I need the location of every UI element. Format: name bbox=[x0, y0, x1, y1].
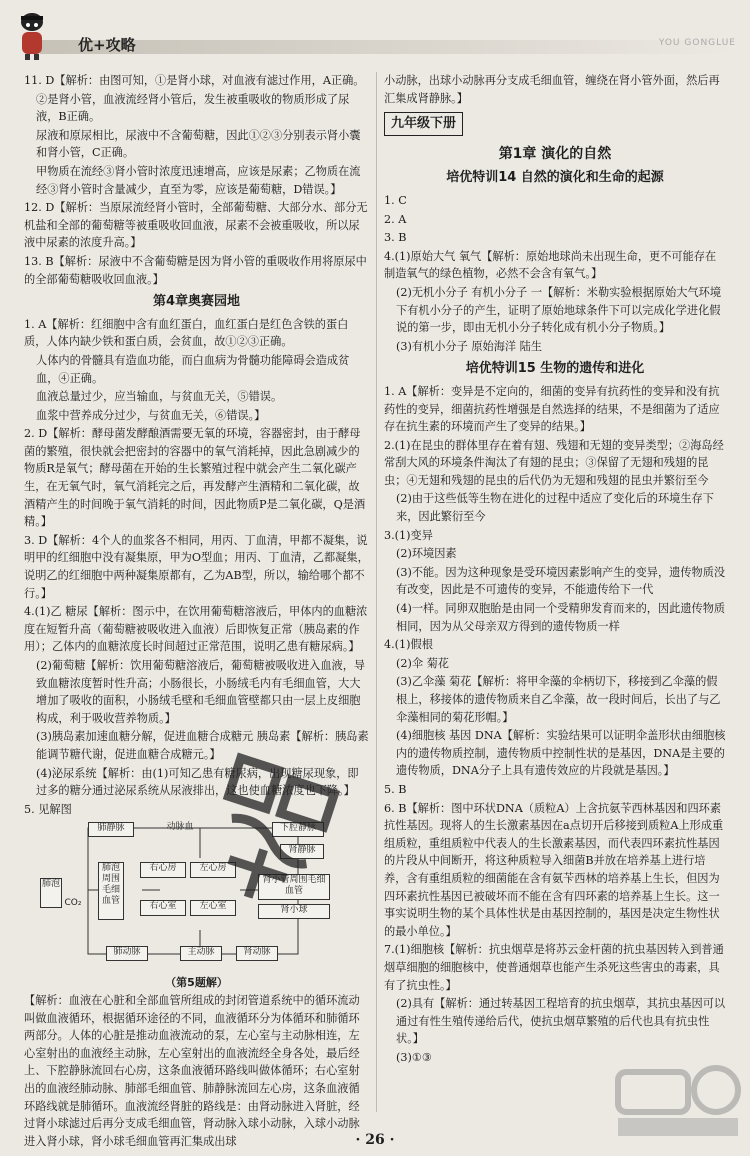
stamp-watermark-icon bbox=[198, 752, 348, 922]
diagram-label: 肺泡周围毛细血管 bbox=[98, 862, 124, 920]
t14-line: (2)无机小分子 有机小分子 一【解析：米勒实验根据原始大气环境下有机小分子的产生，证明了原始地球条件下可以完成化学进化假说的第一步，即由无机小分子转化成有机小分子物质。】 bbox=[396, 285, 722, 335]
diagram-label: 肾静脉 bbox=[280, 844, 324, 859]
t15-line: (2)伞 菊花 bbox=[396, 656, 449, 670]
training-title: 培优特训15 生物的遗传和进化 bbox=[465, 361, 645, 377]
a4-line: (3)胰岛素加速血糖分解，促进血糖合成糖元 胰岛素【解析：胰岛素能调节糖代谢，促进血糖合成糖元。】 bbox=[36, 730, 369, 761]
a3-line: 3. D【解析：4个人的血浆各不相同，用丙、丁血清，甲都不凝集，说明甲的红细胞中没有凝集原，甲为O型血；用丙、丁血清，乙都凝集，说明乙的红细胞中两种凝集原都有，乙为AB型，所以，输给哪个都不行。】 bbox=[24, 533, 369, 600]
a5-intro: 5. 见解图 bbox=[24, 802, 72, 816]
t15-line: (2)具有【解析：通过转基因工程培育的抗虫烟草，其抗虫基因可以通过有性生殖传递给后代，使抗虫烟草繁殖的后代也具有抗虫性状。】 bbox=[396, 997, 726, 1046]
t15-line: 7.(1)细胞核【解析：抗虫烟草是将苏云金杆菌的抗虫基因转入到普通烟草细胞的细胞核中，使普通烟草也能产生杀死这些害虫的毒素，具有了抗虫性。】 bbox=[384, 943, 724, 992]
t15-line: (3)①③ bbox=[396, 1050, 432, 1064]
q11-line: ②是肾小管，血液流经肾小管后，发生被重吸收的物质形成了尿液，B正确。 bbox=[36, 92, 350, 124]
chapter-title: 第1章 演化的自然 bbox=[498, 145, 612, 162]
left-column bbox=[24, 72, 369, 1151]
t14-line: 3. B bbox=[384, 231, 407, 245]
diagram-label: 肺静脉 bbox=[88, 822, 134, 837]
q13-line: 13. B【解析：尿液中不含葡萄糖是因为肾小管的重吸收作用将原尿中的全部葡萄糖吸收回血液。】 bbox=[24, 254, 367, 286]
t15-line: (3)不能。因为这种现象是受环境因素影响产生的变异，遗传物质没有改变，因此是不可遗传的变异，不能遗传给下一代 bbox=[396, 565, 726, 597]
q11-line: 甲物质在流经③肾小管时浓度迅速增高，应该是尿素；乙物质在流经③肾小管时含量减少，直至为零，应该是葡萄糖，D错误。】 bbox=[36, 164, 361, 196]
a1-line: 血液总量过少，应当输血，与贫血无关，⑤错误。 bbox=[36, 390, 283, 404]
t14-line: 4.(1)原始大气 氧气【解析：原始地球尚未出现生命，更不可能存在制造氧气的绿色植物，必然不会含有氧气。】 bbox=[384, 249, 717, 281]
t14-line: 2. A bbox=[384, 212, 407, 226]
t15-line: (2)由于这些低等生物在进化的过程中适应了变化后的环境生存下来，因此繁衍至今 bbox=[396, 492, 714, 524]
diagram-label: 主动脉 bbox=[180, 946, 222, 961]
diagram-label: 肺动脉 bbox=[106, 946, 148, 961]
brand-text: YOU GONGLUE bbox=[658, 38, 736, 48]
diagram-label: 左心室 bbox=[190, 900, 236, 916]
q11-line: 尿液和原尿相比，尿液中不含葡萄糖，因此①②③分别表示肾小囊和肾小管，C正确。 bbox=[36, 128, 361, 160]
t15-line: 6. B【解析：图中环状DNA（质粒A）上含抗氨苄西林基因和四环素抗性基因。现将人的生长激素基因在a点切开后移接到质粒A上形成重组质粒，重组质粒中代表人的生长激素基因，而代表四环素抗性基因的片段从中间断开，将这种质粒导入细菌B并放在培养基上进行培养，含有重组质粒的细菌能在含有氨苄西林的培养基上生长，但因为四环素抗性基因已被破坏而不能在含有四环素的培养基上生长。这一事实说明生物的某个具体性状是由基因控制的，基因是决定生物性状的最小单位。】 bbox=[384, 801, 724, 938]
q12-line: 12. D【解析：当原尿流经肾小管时，全部葡萄糖、大部分水、部分无机盐和全部的葡萄糖等被重吸收回血液，尿素不会被重吸收，所以尿液中尿素的浓度升高。】 bbox=[24, 201, 368, 250]
diagram-label: CO₂ bbox=[64, 898, 82, 909]
diagram-label: 肺泡 bbox=[40, 878, 62, 908]
column-divider bbox=[376, 72, 377, 1112]
t15-line: 5. B bbox=[384, 782, 407, 796]
page-header bbox=[0, 0, 750, 62]
diagram-label: 左心房 bbox=[190, 862, 236, 878]
a1-line: 1. A【解析：红细胞中含有血红蛋白，血红蛋白是红色含铁的蛋白质，人体内缺少铁和蛋白质，会贫血，故①②③正确。 bbox=[24, 317, 349, 349]
corner-watermark-icon bbox=[612, 1060, 742, 1142]
t14-line: (3)有机小分子 原始海洋 陆生 bbox=[396, 339, 543, 353]
t14-line: 1. C bbox=[384, 193, 407, 207]
q11-line: 11. D【解析：由图可知，①是肾小球，对血液有滤过作用，A正确。 bbox=[24, 74, 365, 87]
t15-line: 4.(1)假根 bbox=[384, 638, 433, 652]
continued-text: 小动脉，出球小动脉再分支成毛细血管，缠绕在肾小管外面，然后再汇集成肾静脉。】 bbox=[384, 74, 720, 105]
a4-line: (2)葡萄糖【解析：饮用葡萄糖溶液后，葡萄糖被吸收进入血液，导致血糖浓度暂时性升高；小肠很长，小肠绒毛内有毛细血管，大大增加了吸收的面积，小肠绒毛壁和毛细血管壁都只由一层上皮细胞构成，利于吸收营养物质。】 bbox=[36, 659, 366, 725]
a1-line: 血浆中营养成分过少，与贫血无关，⑥错误。】 bbox=[36, 408, 266, 422]
t15-line: 1. A【解析：变异是不定向的，细菌的变异有抗药性的变异和没有抗药性的变异，细菌抗药性增强是自然选择的结果，不是细菌为了适应存在抗生素的环境而产生了变异的结果。】 bbox=[384, 384, 720, 434]
mascot-icon bbox=[12, 8, 52, 60]
section-title: 第4章奥赛园地 bbox=[152, 294, 241, 310]
logo-text: 优+攻略 bbox=[78, 36, 136, 54]
a4-line: (4)泌尿系统【解析：由(1)可知乙患有糖尿病，出现糖尿现象，即过多的糖分通过泌尿系统从尿液排出，这也使血糖浓度也下降。】 bbox=[36, 766, 359, 798]
diagram-label: 肾小管周围毛细血管 bbox=[258, 874, 330, 900]
page-number: · 26 · bbox=[355, 1132, 395, 1148]
diagram-label: 右心房 bbox=[140, 862, 186, 878]
t15-line: (3)乙伞藻 菊花【解析：将甲伞藻的伞柄切下，移接到乙伞藻的假根上，移接体的遗传物质来自乙伞藻，故一段时间后，长出了与乙伞藻相同的菊花形帽。】 bbox=[396, 675, 721, 724]
a4-line: 4.(1)乙 糖尿【解析：图示中，在饮用葡萄糖溶液后，甲体内的血糖浓度在短暂升高（葡萄糖被吸收进入血液）后即恢复正常（胰岛素的作用）；乙体内的血糖浓度长时间超过正常范围，说明乙患有糖尿病。】 bbox=[24, 605, 368, 654]
diagram-label: 动脉血 bbox=[166, 822, 194, 833]
diagram-caption: （第5题解） bbox=[165, 976, 228, 990]
diagram-label: 右心室 bbox=[140, 900, 186, 916]
a1-line: 人体内的骨髓具有造血功能，而白血病为骨髓功能障碍会造成贫血，④正确。 bbox=[36, 353, 350, 385]
a5-analysis: 【解析：血液在心脏和全部血管所组成的封闭管道系统中的循环流动叫做血液循环，根据循环途径的不同，血液循环分为体循环和肺循环两部分。人体的心脏是推动血液流动的泵，左心室与主动脉相连，左心室射出的血液经主动脉，左心室射出的血液流经全身各处，最后经上、下腔静脉流回右心房，这条血液循环路线叫做体循环；右心室射出的血液经肺动脉、肺部毛细血管、肺静脉流回左心房，这条血液循环路线就是肺循环。血液流经肾脏的路线是：由肾动脉进入肾脏，经过肾小球滤过后再分支成毛细血管，肾动脉入球小动脉，入球小动脉进入肾小球，肾小球毛细血管再汇集成出球 bbox=[24, 993, 360, 1148]
t15-line: (2)环境因素 bbox=[396, 547, 457, 561]
t15-line: 3.(1)变异 bbox=[384, 528, 433, 542]
t15-line: (4)一样。同卵双胞胎是由同一个受精卵发育而来的，因此遗传物质相同，因为从父母亲双方得到的遗传物质一样 bbox=[396, 602, 726, 633]
grade-label: 九年级下册 bbox=[384, 112, 463, 136]
a2-line: 2. D【解析：酵母菌发酵酿酒需要无氧的环境，容器密封，由于酵母菌的繁殖，很快就会把密封的容器中的氧气消耗掉，因此急剧减少的物质R是氧气；酵母菌在开始的生长繁殖过程中就会产生二氧化碳产生，在无氧气时，氧气消耗完之后，再发酵产生酒精和二氧化碳，故酒精产生的时间晚于氧气消耗的时间，因此物质P是二氧化碳，Q是酒精。】 bbox=[24, 427, 366, 529]
right-column bbox=[384, 72, 726, 1067]
diagram-label: 肾动脉 bbox=[236, 946, 278, 961]
diagram-label: 肾小球 bbox=[258, 904, 330, 919]
t15-line: 2.(1)在昆虫的群体里存在着有翅、残翅和无翅的变异类型；②海岛经常刮大风的环境条件淘汰了有翅的昆虫；③保留了无翅和残翅的昆虫；④无翅和残翅的昆虫的后代仍为无翅和残翅的昆虫并繁衍至今 bbox=[384, 438, 724, 487]
training-title: 培优特训14 自然的演化和生命的起源 bbox=[446, 170, 664, 186]
header-strip bbox=[40, 40, 740, 54]
t15-line: (4)细胞核 基因 DNA【解析：实验结果可以证明伞盖形状由细胞核内的遗传物质控制，遗传物质中控制性状的是基因，DNA是主要的遗传物质，DNA分子上具有遗传效应的片段就是基因。】 bbox=[396, 729, 726, 778]
diagram-label: 下腔静脉 bbox=[272, 822, 324, 837]
